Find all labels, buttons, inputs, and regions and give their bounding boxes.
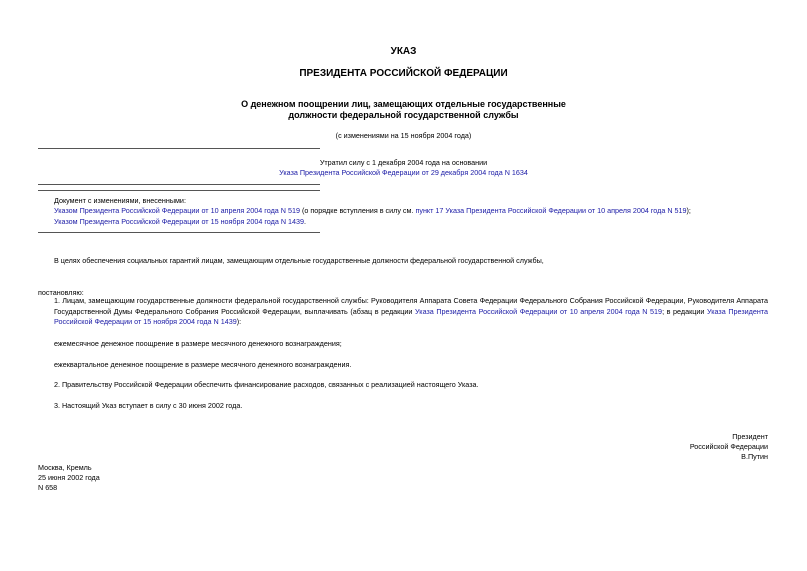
changes-item-1: [54, 206, 691, 216]
changes-item-1-mid: (о порядке вступления в силу см.: [299, 206, 416, 215]
paragraph-1-mid: ; в редакции: [662, 306, 707, 316]
divider: [38, 190, 320, 191]
signature-title: Президент: [732, 432, 768, 441]
signature-country: Российской Федерации: [689, 442, 768, 451]
paragraph-1: [54, 296, 768, 328]
paragraph-2: 2. Правительству Российской Федерации обеспечить финансирование расходов, связанных с реализацией настоящего Указа.: [54, 380, 479, 389]
document-type: УКАЗ: [390, 46, 417, 57]
decree-word: постановляю:: [38, 288, 84, 297]
repeal-status: Утратил силу с 1 декабря 2004 года на основании: [319, 158, 488, 167]
changes-intro: Документ с изменениями, внесенными:: [54, 196, 186, 205]
paragraph-1-text: 1. Лицам, замещающим государственные должности федеральной государственной службы: Руководителя Аппарата Совета Федерации Федерального Собрания Российской Федерации, Руководителя Аппарата Государственной Думы Федерального Собрания Российской Федерации, выплачивать (абзац в редакции: [54, 296, 768, 316]
preamble: В целях обеспечения социальных гарантий лицам, замещающим отдельные государственные должности федеральной государственной службы,: [54, 256, 544, 265]
document-subject-line2: должности федеральной государственной службы: [288, 110, 519, 120]
changes-item-2: [54, 217, 306, 227]
bullet-quarterly: ежеквартальное денежное поощрение в размере месячного денежного вознаграждения.: [54, 360, 352, 369]
repeal-decree-link[interactable]: Указа Президента Российской Федерации от 29 декабря 2004 года N 1634: [279, 168, 528, 177]
signing-date: 25 июня 2002 года: [38, 473, 100, 482]
changes-item-1-end: );: [686, 206, 691, 215]
paragraph-3: 3. Настоящий Указ вступает в силу с 30 июня 2002 года.: [54, 401, 243, 410]
p1-decree-519-link[interactable]: Указа Президента Российской Федерации от 10 апреля 2004 года N 519: [415, 306, 663, 316]
decree-number: N 658: [38, 483, 58, 492]
decree-519-link[interactable]: Указом Президента Российской Федерации от 10 апреля 2004 года N 519: [54, 206, 300, 215]
divider: [38, 232, 320, 233]
decree-519-point17-link[interactable]: пункт 17 Указа Президента Российской Федерации от 10 апреля 2004 года N 519: [415, 206, 687, 215]
p1-decree-1439-link[interactable]: Указа Президента Российской Федерации от 15 ноября 2004 года N 1439: [54, 306, 768, 326]
divider: [38, 148, 320, 149]
changes-item-2-end: .: [304, 217, 306, 226]
signing-place: Москва, Кремль: [38, 463, 92, 472]
signature-name: В.Путин: [741, 452, 768, 461]
document-subject-line1: О денежном поощрении лиц, замещающих отдельные государственные: [241, 99, 566, 109]
divider: [38, 184, 320, 185]
bullet-monthly: ежемесячное денежное поощрение в размере месячного денежного вознаграждения;: [54, 339, 342, 348]
amendments-note: (с изменениями на 15 ноября 2004 года): [335, 131, 472, 140]
issuer: ПРЕЗИДЕНТА РОССИЙСКОЙ ФЕДЕРАЦИИ: [299, 68, 508, 79]
paragraph-1-end: ):: [236, 317, 242, 326]
decree-1439-link[interactable]: Указом Президента Российской Федерации от 15 ноября 2004 года N 1439: [54, 217, 304, 226]
